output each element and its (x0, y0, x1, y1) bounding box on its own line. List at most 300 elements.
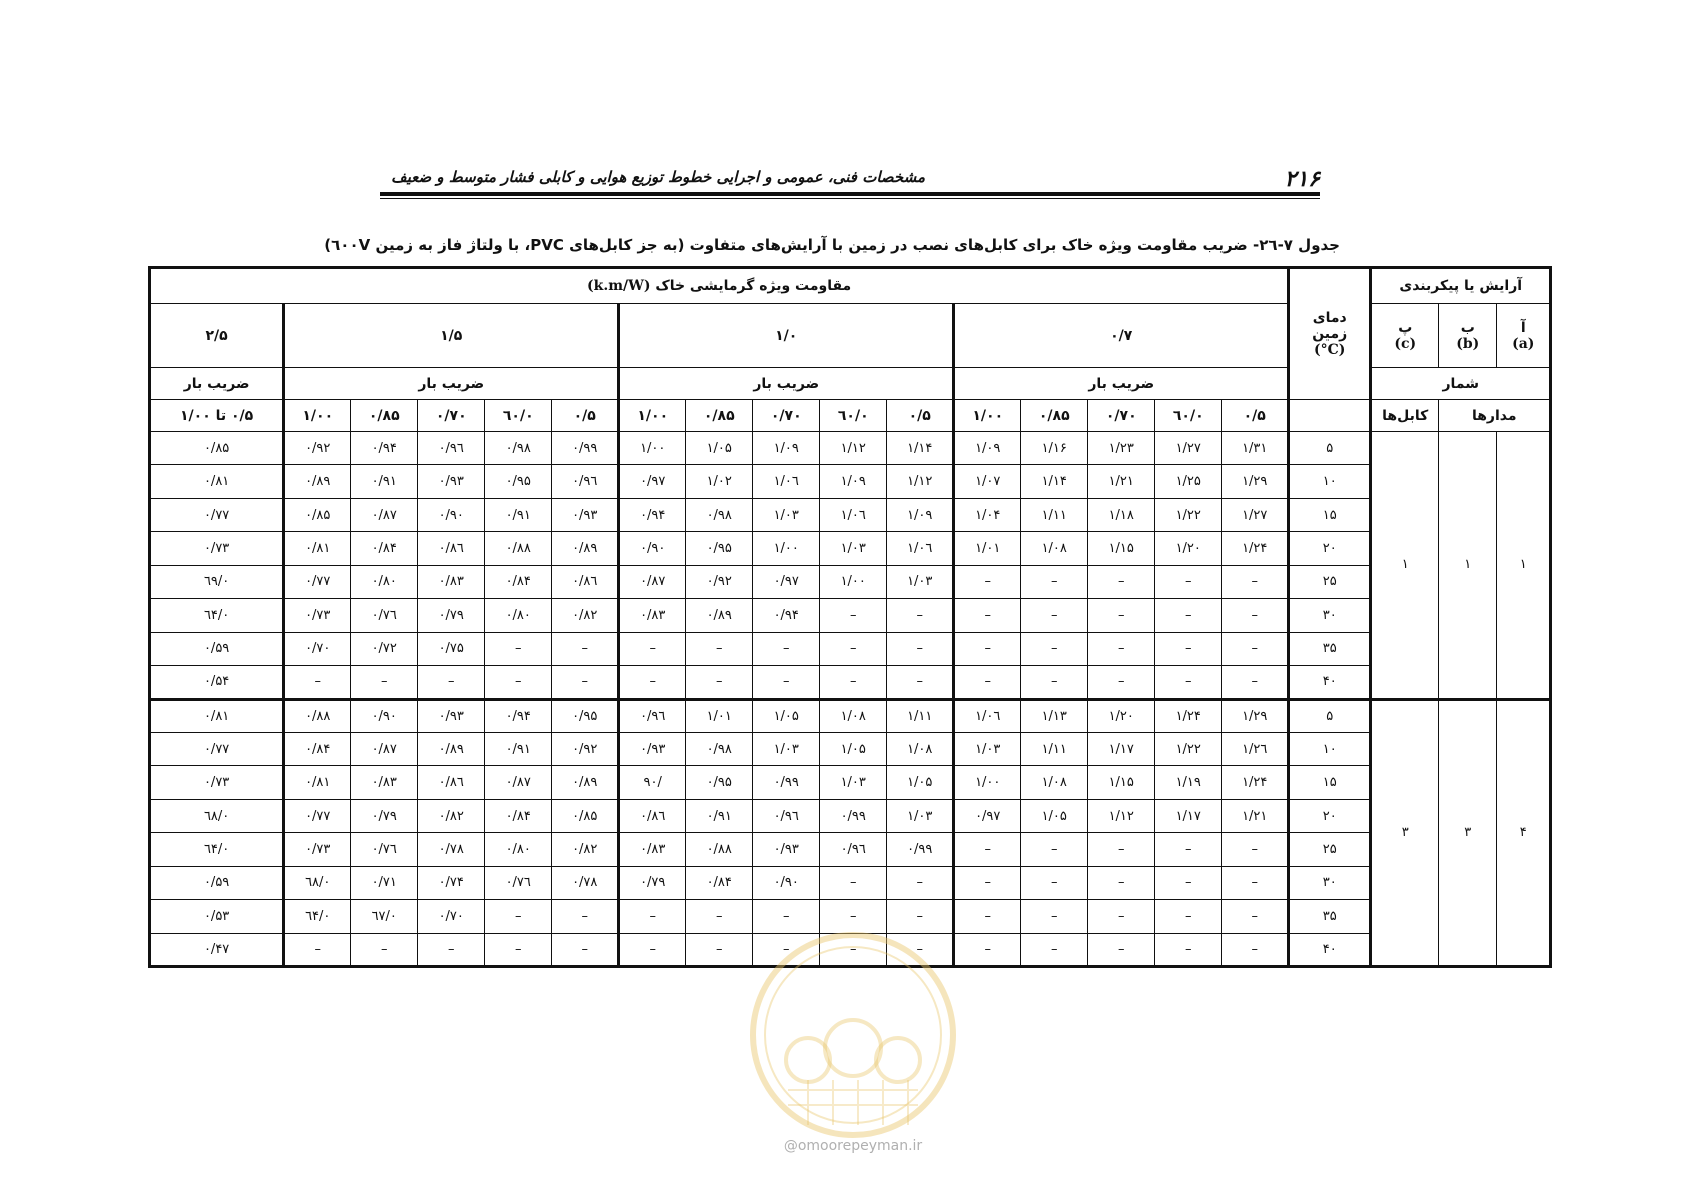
value-cell: ۱/۱۲ (887, 465, 954, 498)
value-cell: – (686, 933, 753, 966)
value-cell: ۱/۰۰ (954, 766, 1021, 799)
table-row (150, 699, 1551, 732)
value-cell: – (418, 666, 485, 699)
value-cell: ۰/۵۳ (150, 900, 284, 933)
value-cell: ۱/۰۱ (686, 699, 753, 732)
value-cell: ۰/۸۰ (485, 833, 552, 866)
value-cell: – (820, 632, 887, 665)
load-factor-value: ۰/۷۰ (753, 400, 820, 432)
value-cell: ۰/۹۸ (485, 432, 552, 465)
value-cell: ۱/۰۳ (820, 766, 887, 799)
temperature-label-2: زمین (1312, 326, 1348, 342)
value-cell: ۰/۷۳ (150, 532, 284, 565)
value-cell: ۰/۸۴ (485, 799, 552, 832)
value-cell: ۰/۹۲ (284, 432, 351, 465)
value-cell: ۱/۲۴ (1155, 699, 1222, 732)
value-cell: – (753, 933, 820, 966)
value-cell: ۰/۸۷ (351, 732, 418, 765)
value-cell: ۰/۸۵ (284, 498, 351, 531)
table-row (150, 599, 1551, 632)
value-cell: ۰/۸۰ (485, 599, 552, 632)
temperature-cell: ۲۵ (1289, 565, 1371, 598)
value-cell: ۰/۸۴ (686, 866, 753, 899)
value-cell: – (552, 900, 619, 933)
value-cell: – (1155, 866, 1222, 899)
value-cell: – (1155, 632, 1222, 665)
table-body (150, 432, 1551, 967)
value-cell: ۰/۷٦ (351, 833, 418, 866)
load-factor-value: ۰/٦۰ (1155, 400, 1222, 432)
table-row (150, 833, 1551, 866)
value-cell: ۱/۰۳ (820, 532, 887, 565)
value-cell: ۰/۹۲ (552, 732, 619, 765)
temperature-cell: ۴۰ (1289, 933, 1371, 966)
page-number: ۲۱۶ (1284, 166, 1320, 192)
value-cell: ۱/۲۵ (1155, 465, 1222, 498)
load-factor-value: ۱/۰۰ (954, 400, 1021, 432)
value-cell: ۰/۹٦ (418, 432, 485, 465)
resistivity-group-3: ۱/۵ (284, 304, 619, 368)
arrangement-letter-c: پ (1398, 319, 1413, 336)
table-caption: جدول ۷-۲٦- ضریب مقاومت ویژه خاک برای کابل‌های نصب در زمین با آرایش‌های متفاوت (به جز کابل‌های PVC، با ولتاژ فاز به زمین ٦۰۰V) (324, 236, 1340, 254)
value-cell: ۰/۹٦ (619, 699, 686, 732)
value-cell: ۱/۰۸ (1021, 766, 1088, 799)
value-cell: – (619, 632, 686, 665)
value-cell: ۰/۹۵ (686, 532, 753, 565)
value-cell: ۰/۷۷ (150, 498, 284, 531)
value-cell: ۰/۹۳ (552, 498, 619, 531)
value-cell: – (284, 933, 351, 966)
load-factor-value: ۰/۷۰ (418, 400, 485, 432)
value-cell: ۰/۷۲ (351, 632, 418, 665)
value-cell: – (1088, 833, 1155, 866)
value-cell: ۱/۱۱ (1021, 498, 1088, 531)
value-cell: ۱/۱۷ (1155, 799, 1222, 832)
value-cell: ۱/۰۵ (820, 732, 887, 765)
value-cell: ۰/۷۷ (284, 799, 351, 832)
value-cell: – (887, 666, 954, 699)
value-cell: – (1222, 900, 1289, 933)
table-row (150, 666, 1551, 699)
value-cell: ۰/٦۷ (351, 900, 418, 933)
value-cell: ۰/۷۴ (418, 866, 485, 899)
value-cell: ۰/۷۳ (284, 833, 351, 866)
value-cell: ۱/۲۴ (1222, 532, 1289, 565)
value-cell: ۰/۸۸ (485, 532, 552, 565)
value-cell: ۰/۷۵ (418, 632, 485, 665)
load-factor-value: ۰/٦۰ (820, 400, 887, 432)
value-cell: ۰/۸۲ (552, 833, 619, 866)
load-factor-value: ۰/۵ تا ۱/۰۰ (150, 400, 284, 432)
value-cell: – (887, 632, 954, 665)
value-cell: ۱/۰۹ (887, 498, 954, 531)
value-cell: ۰/٦۹ (150, 565, 284, 598)
arrangement-letter-b: ب (1460, 319, 1475, 336)
value-cell: ۰/۷۸ (552, 866, 619, 899)
value-cell: – (1155, 666, 1222, 699)
value-cell: ۰/۵۹ (150, 632, 284, 665)
value-cell: – (954, 666, 1021, 699)
value-cell: ۱/۱۵ (1088, 766, 1155, 799)
temperature-cell: ۴۰ (1289, 666, 1371, 699)
table-row (150, 900, 1551, 933)
value-cell: ۰/۸۱ (284, 532, 351, 565)
value-cell: ۱/۱۲ (1088, 799, 1155, 832)
value-cell: ۰/۹۷ (619, 465, 686, 498)
value-cell: ۰/۹۱ (351, 465, 418, 498)
value-cell: ۰/۹٦ (753, 799, 820, 832)
value-cell: ۰/۹۸ (686, 498, 753, 531)
temperature-cell: ۵ (1289, 432, 1371, 465)
value-cell: – (1088, 866, 1155, 899)
value-cell: ۱/۰۲ (686, 465, 753, 498)
value-cell: – (954, 900, 1021, 933)
value-cell: – (753, 632, 820, 665)
value-cell: ۱/۳۱ (1222, 432, 1289, 465)
temperature-cell: ۱۰ (1289, 732, 1371, 765)
value-cell: ۰/۵۹ (150, 866, 284, 899)
value-cell: ۰/۸٦ (418, 532, 485, 565)
value-cell: ۱/۰۳ (887, 799, 954, 832)
value-cell: ۱/۲۴ (1222, 766, 1289, 799)
value-cell: ۰/۸۷ (485, 766, 552, 799)
value-cell: ۰/۸۵ (150, 432, 284, 465)
value-cell: – (1088, 666, 1155, 699)
value-cell: ۰/۹۰ (418, 498, 485, 531)
value-cell: ۰/۹۴ (619, 498, 686, 531)
value-cell: ۰/۹۹ (820, 799, 887, 832)
value-cell: – (1222, 666, 1289, 699)
temperature-label-1: دمای (1312, 310, 1347, 326)
value-cell: ۱/۲۷ (1222, 498, 1289, 531)
load-factor-value: ۰/۵ (1222, 400, 1289, 432)
value-cell: ۰/۴۷ (150, 933, 284, 966)
page-header (380, 160, 1320, 200)
value-cell: ۰/۹۷ (753, 565, 820, 598)
value-cell: – (552, 933, 619, 966)
value-cell: ۱/۰۹ (954, 432, 1021, 465)
circuits-count: ۱ (1439, 432, 1497, 700)
load-factor-value: ۰/۸۵ (351, 400, 418, 432)
value-cell: – (1155, 599, 1222, 632)
resistivity-unit: (k.m/W) (587, 278, 651, 294)
value-cell: ۰/۸۰ (351, 565, 418, 598)
arrangement-latin-b: (b) (1456, 335, 1480, 352)
value-cell: ۰/۸۷ (619, 565, 686, 598)
value-cell: ۰/۸۱ (150, 465, 284, 498)
value-cell: ۱/۱۸ (1088, 498, 1155, 531)
value-cell: – (1088, 565, 1155, 598)
load-factor-value: ۰/۸۵ (1021, 400, 1088, 432)
load-factor-label-2: ضریب بار (619, 368, 954, 400)
value-cell: – (619, 933, 686, 966)
arrangement-col-c (1371, 304, 1439, 368)
value-cell: ۱/۰۱ (954, 532, 1021, 565)
value-cell: – (1021, 900, 1088, 933)
value-cell: – (1021, 833, 1088, 866)
table-row (150, 465, 1551, 498)
value-cell: ۱/۰۸ (820, 699, 887, 732)
load-factor-value: ۰/۷۰ (1088, 400, 1155, 432)
value-cell: ۰/٦۴ (150, 833, 284, 866)
count-header: شمار (1371, 368, 1551, 400)
value-cell: ۱/۰۳ (887, 565, 954, 598)
value-cell: – (1155, 565, 1222, 598)
value-cell: – (1021, 666, 1088, 699)
value-cell: ۱/۰۰ (619, 432, 686, 465)
value-cell: – (485, 900, 552, 933)
temperature-cell: ۳۰ (1289, 599, 1371, 632)
load-factor-value: ۰/۵ (887, 400, 954, 432)
value-cell: ۱/۱۵ (1088, 532, 1155, 565)
temperature-header (1289, 268, 1371, 400)
value-cell: ۱/۱۱ (1021, 732, 1088, 765)
value-cell: – (1021, 599, 1088, 632)
value-cell: ۱/۱۴ (1021, 465, 1088, 498)
value-cell: – (753, 900, 820, 933)
load-factor-value: ۰/۸۵ (686, 400, 753, 432)
value-cell: ۰/۹٦ (552, 465, 619, 498)
value-cell: ۱/۲۰ (1155, 532, 1222, 565)
value-cell: ۰/۷۹ (619, 866, 686, 899)
value-cell: ۱/۰٦ (887, 532, 954, 565)
value-cell: ۱/۰۸ (1021, 532, 1088, 565)
value-cell: – (1021, 632, 1088, 665)
value-cell: – (954, 565, 1021, 598)
value-cell: ۰/۷۰ (418, 900, 485, 933)
value-cell: ۰/۹۵ (552, 699, 619, 732)
value-cell: /۹۰ (619, 766, 686, 799)
value-cell: ۰/۷۱ (351, 866, 418, 899)
load-factor-value: ۰/۵ (552, 400, 619, 432)
value-cell: – (887, 866, 954, 899)
value-cell: ۰/۸۹ (284, 465, 351, 498)
table-row (150, 766, 1551, 799)
value-cell: ۰/۸۹ (552, 766, 619, 799)
value-cell: ۰/۸۴ (284, 732, 351, 765)
temperature-unit: (°C) (1314, 342, 1346, 358)
value-cell: – (954, 833, 1021, 866)
value-cell: ۰/۸۳ (418, 565, 485, 598)
value-cell: – (351, 933, 418, 966)
resistivity-group-4: ۲/۵ (150, 304, 284, 368)
value-cell: ۱/۰۹ (753, 432, 820, 465)
header-rule-thin (380, 198, 1320, 199)
load-factor-value: ۰/٦۰ (485, 400, 552, 432)
value-cell: – (686, 666, 753, 699)
load-factor-value: ۱/۰۰ (284, 400, 351, 432)
arrangement-a: ۱ (1497, 432, 1551, 700)
resistivity-header (150, 268, 1289, 304)
table-row (150, 432, 1551, 465)
value-cell: – (887, 599, 954, 632)
value-cell: ۱/۲٦ (1222, 732, 1289, 765)
value-cell: ۰/۹۴ (351, 432, 418, 465)
table-row (150, 732, 1551, 765)
value-cell: ۱/۰٦ (820, 498, 887, 531)
value-cell: ۱/۲۹ (1222, 465, 1289, 498)
value-cell: ۰/۷۳ (284, 599, 351, 632)
temperature-blank (1289, 400, 1371, 432)
value-cell: ۱/۲۲ (1155, 732, 1222, 765)
load-factor-label-3: ضریب بار (284, 368, 619, 400)
value-cell: ۰/۷۹ (351, 799, 418, 832)
value-cell: ۰/۸۳ (619, 833, 686, 866)
value-cell: ۰/۷٦ (485, 866, 552, 899)
value-cell: – (485, 933, 552, 966)
value-cell: ۰/۵۴ (150, 666, 284, 699)
value-cell: ۰/۷٦ (351, 599, 418, 632)
value-cell: – (820, 666, 887, 699)
value-cell: ۰/۹۳ (753, 833, 820, 866)
table-row (150, 565, 1551, 598)
table-row (150, 532, 1551, 565)
value-cell: – (820, 933, 887, 966)
value-cell: ۰/۸۹ (686, 599, 753, 632)
value-cell: ۰/۸۹ (418, 732, 485, 765)
value-cell: – (686, 632, 753, 665)
value-cell: ۰/۹۰ (619, 532, 686, 565)
value-cell: ۰/۹۳ (619, 732, 686, 765)
value-cell: – (1021, 565, 1088, 598)
value-cell: ۰/۸۴ (485, 565, 552, 598)
value-cell: – (954, 599, 1021, 632)
value-cell: ۰/۸۲ (552, 599, 619, 632)
value-cell: – (351, 666, 418, 699)
watermark-logo (748, 930, 958, 1140)
value-cell: – (1088, 599, 1155, 632)
table-row (150, 799, 1551, 832)
value-cell: ۰/۸۸ (686, 833, 753, 866)
value-cell: ۰/۷۸ (418, 833, 485, 866)
temperature-cell: ۳۰ (1289, 866, 1371, 899)
value-cell: ۰/۹۹ (887, 833, 954, 866)
value-cell: ۰/۸۵ (552, 799, 619, 832)
value-cell: ۱/۰۴ (954, 498, 1021, 531)
arrangement-latin-c: (c) (1394, 335, 1417, 352)
value-cell: – (1088, 933, 1155, 966)
value-cell: ۱/۲۰ (1088, 699, 1155, 732)
value-cell: – (686, 900, 753, 933)
value-cell: ۱/۰۳ (954, 732, 1021, 765)
value-cell: – (1222, 565, 1289, 598)
value-cell: – (887, 900, 954, 933)
running-title: مشخصات فنی، عمومی و اجرایی خطوط توزیع هوایی و کابلی فشار متوسط و ضعیف (391, 168, 925, 186)
value-cell: ۱/۰۵ (753, 699, 820, 732)
value-cell: ۰/۹۲ (686, 565, 753, 598)
value-cell: ۱/۱۲ (820, 432, 887, 465)
value-cell: – (485, 632, 552, 665)
value-cell: ۱/۰۵ (686, 432, 753, 465)
value-cell: ۰/٦۴ (284, 900, 351, 933)
value-cell: ۱/۱۱ (887, 699, 954, 732)
value-cell: ۰/٦۸ (284, 866, 351, 899)
arrangement-col-b (1439, 304, 1497, 368)
value-cell: – (1222, 866, 1289, 899)
value-cell: – (753, 666, 820, 699)
value-cell: ۰/۹۵ (686, 766, 753, 799)
value-cell: ۱/۲۳ (1088, 432, 1155, 465)
value-cell: ۰/۸٦ (418, 766, 485, 799)
value-cell: – (1021, 933, 1088, 966)
value-cell: ۱/۲۹ (1222, 699, 1289, 732)
arrangement-latin-a: (a) (1512, 335, 1535, 352)
value-cell: ۱/۲۱ (1088, 465, 1155, 498)
value-cell: ۰/۸٦ (552, 565, 619, 598)
value-cell: ۰/۹۸ (686, 732, 753, 765)
value-cell: ۱/۰۵ (1021, 799, 1088, 832)
value-cell: ۰/۸۸ (284, 699, 351, 732)
value-cell: ۰/۹۳ (418, 699, 485, 732)
value-cell: ۰/۹۱ (485, 498, 552, 531)
temperature-cell: ۱۵ (1289, 498, 1371, 531)
value-cell: ۰/۷۳ (150, 766, 284, 799)
value-cell: ۰/۹٦ (820, 833, 887, 866)
value-cell: ۰/۸۲ (418, 799, 485, 832)
load-factor-value: ۱/۰۰ (619, 400, 686, 432)
value-cell: ۱/۰۳ (753, 498, 820, 531)
value-cell: ۰/۷۰ (284, 632, 351, 665)
circuits-header: مدارها (1439, 400, 1551, 432)
value-cell: – (552, 666, 619, 699)
value-cell: ۱/۱۹ (1155, 766, 1222, 799)
circuits-count: ۳ (1439, 699, 1497, 967)
temperature-cell: ۲۰ (1289, 532, 1371, 565)
value-cell: – (820, 866, 887, 899)
cables-count: ۱ (1371, 432, 1439, 700)
resistivity-label: مقاومت ویژه گرمایشی خاک (655, 278, 852, 294)
arrangement-letter-a: آ (1520, 319, 1526, 336)
table-row (150, 632, 1551, 665)
soil-resistivity-table (148, 266, 1552, 968)
value-cell: ۰/۹۱ (485, 732, 552, 765)
value-cell: ۱/۲۱ (1222, 799, 1289, 832)
value-cell: ۰/۷۷ (150, 732, 284, 765)
value-cell: – (954, 632, 1021, 665)
value-cell: ۱/۰۰ (753, 532, 820, 565)
value-cell: ۱/۱۶ (1021, 432, 1088, 465)
value-cell: – (1155, 933, 1222, 966)
value-cell: ۰/۸٦ (619, 799, 686, 832)
cables-count: ۳ (1371, 699, 1439, 967)
value-cell: ۱/۲۷ (1155, 432, 1222, 465)
value-cell: ۱/۰٦ (954, 699, 1021, 732)
value-cell: – (954, 866, 1021, 899)
value-cell: ۰/۹۷ (954, 799, 1021, 832)
value-cell: ۰/۹۰ (753, 866, 820, 899)
value-cell: ۰/٦۸ (150, 799, 284, 832)
value-cell: ۰/۹۳ (418, 465, 485, 498)
value-cell: – (284, 666, 351, 699)
load-factor-label-1: ضریب بار (954, 368, 1289, 400)
value-cell: ۰/۷۹ (418, 599, 485, 632)
load-factor-label-4: ضریب بار (150, 368, 284, 400)
value-cell: ۱/۱۷ (1088, 732, 1155, 765)
value-cell: ۰/۸۳ (619, 599, 686, 632)
value-cell: – (1021, 866, 1088, 899)
value-cell: ۰/۸۳ (351, 766, 418, 799)
value-cell: – (1222, 833, 1289, 866)
value-cell: ۰/۸۹ (552, 532, 619, 565)
temperature-cell: ۲۵ (1289, 833, 1371, 866)
value-cell: ۰/۹۴ (753, 599, 820, 632)
value-cell: – (418, 933, 485, 966)
value-cell: ۰/۸۷ (351, 498, 418, 531)
value-cell: ۰/۸۱ (284, 766, 351, 799)
header-rule (380, 192, 1320, 196)
temperature-cell: ۲۰ (1289, 799, 1371, 832)
temperature-cell: ۳۵ (1289, 900, 1371, 933)
